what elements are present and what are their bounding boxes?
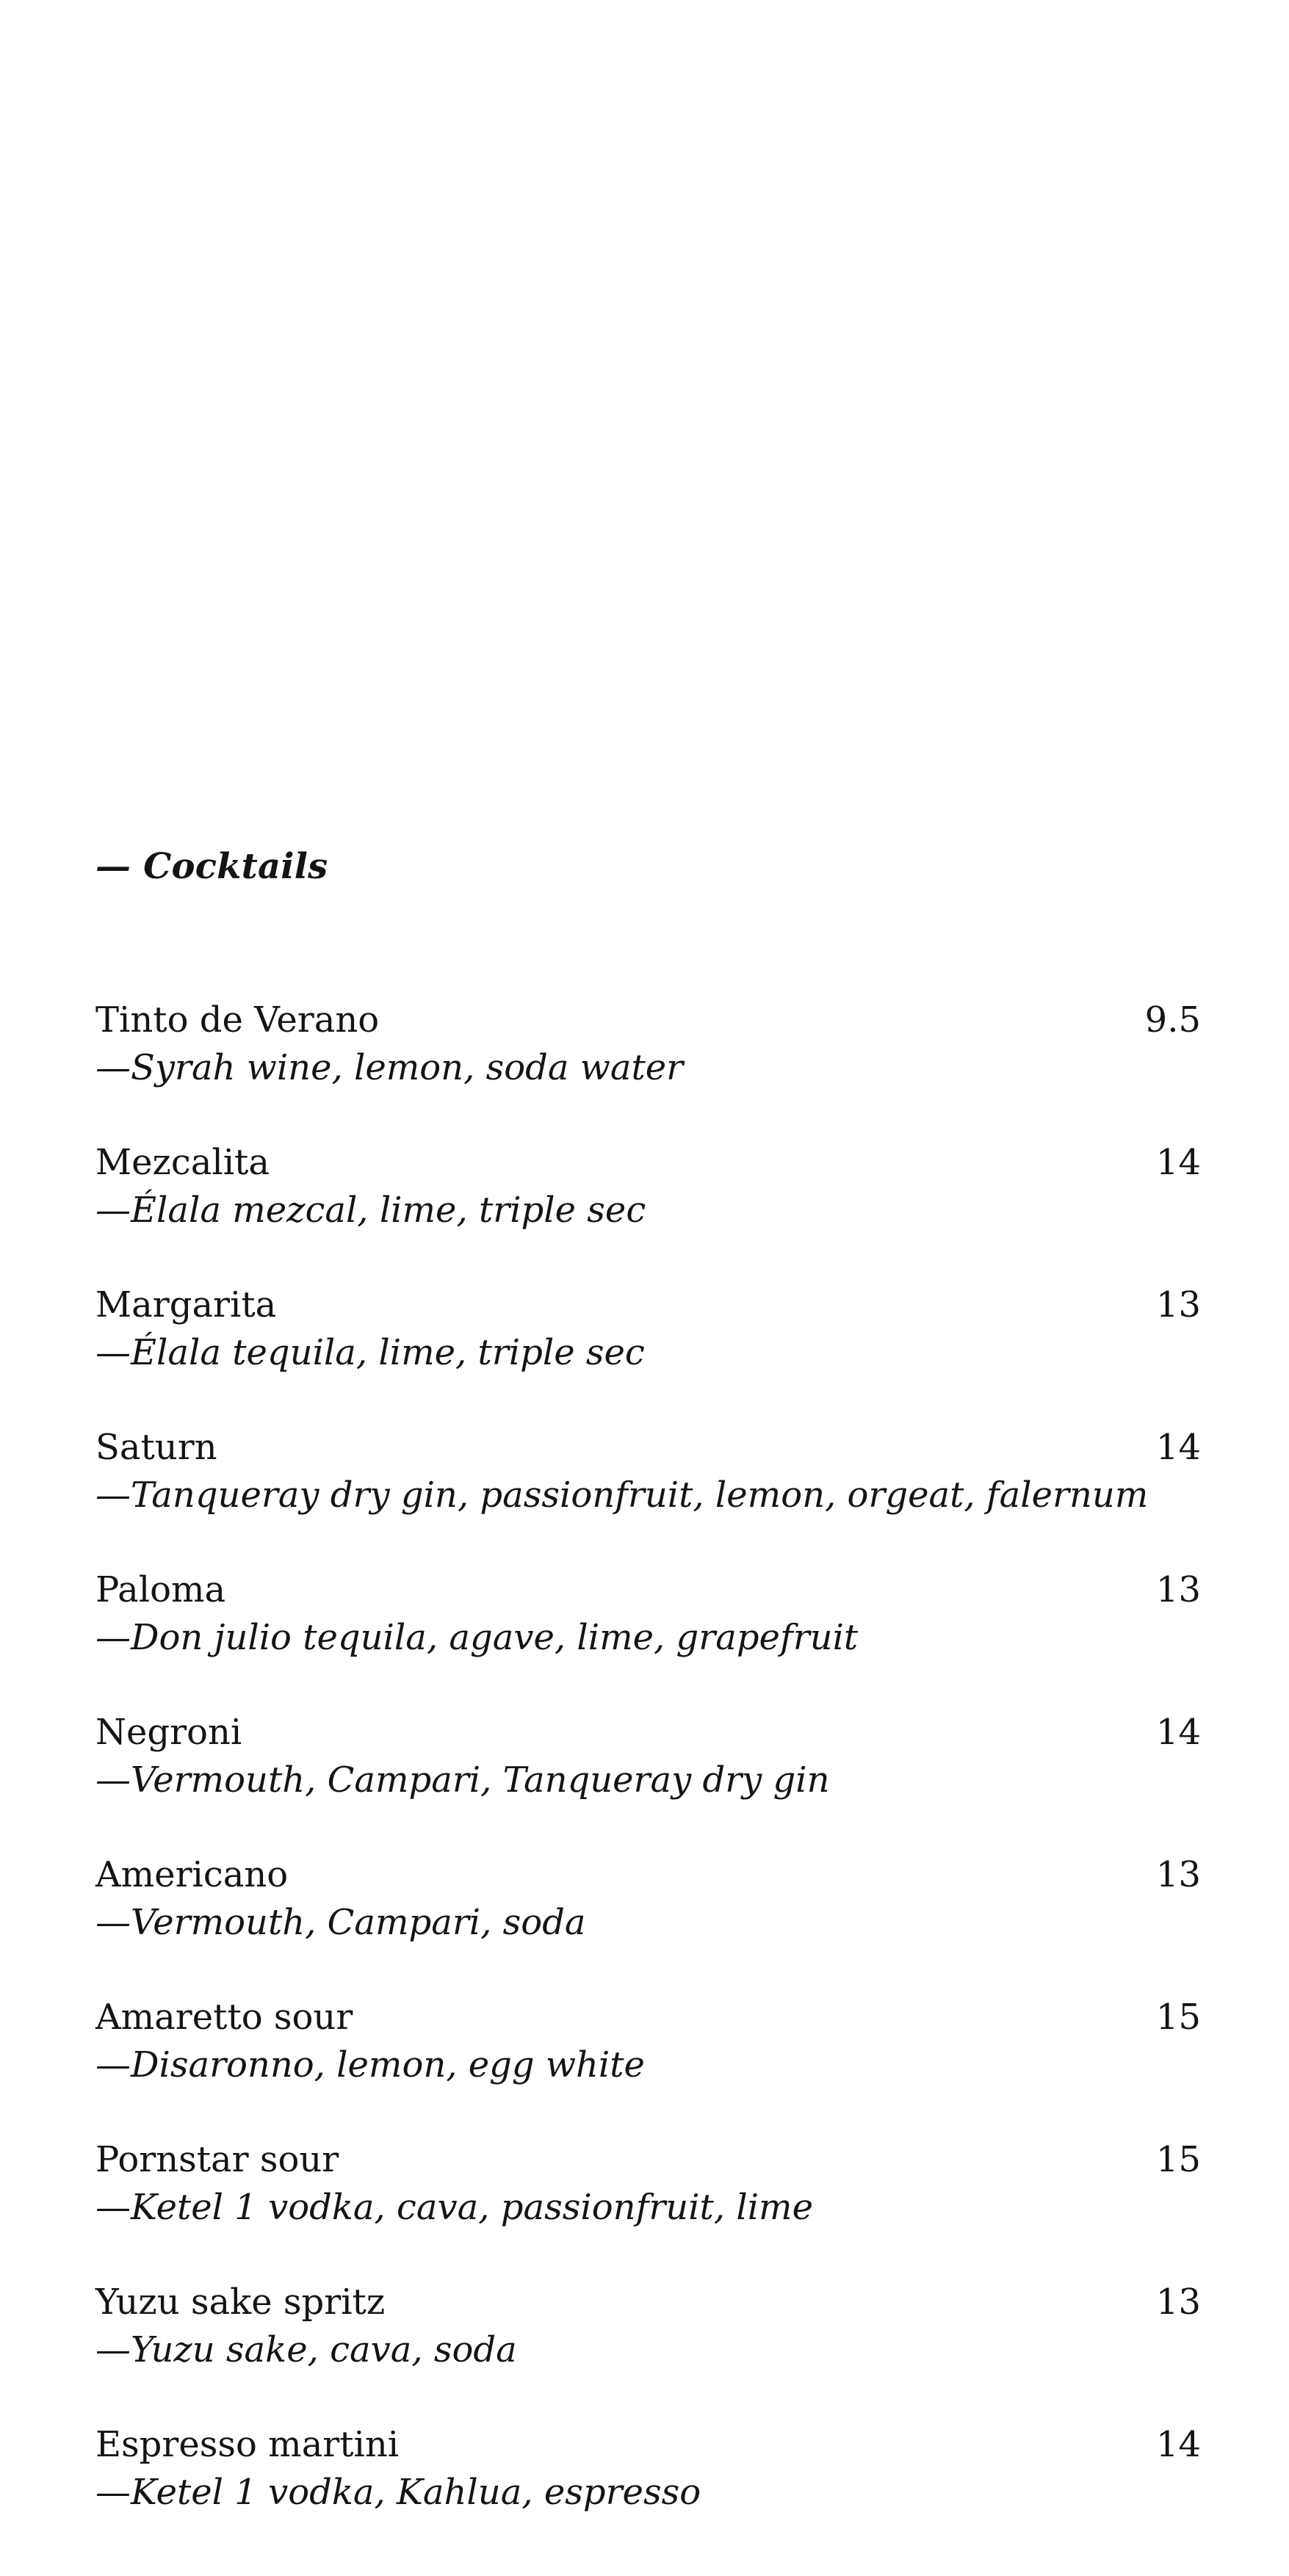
menu-item bbox=[95, 1709, 1201, 1851]
menu-item-description: —Ketel 1 vodka, Kahlua, espresso bbox=[95, 2472, 701, 2513]
menu-item-price: 13 bbox=[1155, 1569, 1201, 1610]
menu-item-price: 14 bbox=[1155, 2424, 1201, 2465]
menu-item-row bbox=[95, 1281, 1201, 1328]
menu-item-name: Tinto de Verano bbox=[95, 999, 380, 1041]
menu-item bbox=[95, 1851, 1201, 1994]
menu-item-description: —Élala mezcal, lime, triple sec bbox=[95, 1190, 646, 1231]
menu-item-name: Mezcalita bbox=[95, 1142, 270, 1183]
menu-item bbox=[95, 1566, 1201, 1709]
menu-item-price: 13 bbox=[1155, 2282, 1201, 2323]
menu-item-name: Margarita bbox=[95, 1284, 277, 1325]
cocktail-menu bbox=[95, 843, 1201, 2564]
menu-item-name: Espresso martini bbox=[95, 2424, 400, 2465]
menu-item-price: 9.5 bbox=[1144, 999, 1201, 1041]
menu-item bbox=[95, 2136, 1201, 2279]
menu-item-name: Pornstar sour bbox=[95, 2139, 339, 2180]
menu-item bbox=[95, 2421, 1201, 2564]
menu-item-name: Negroni bbox=[95, 1712, 242, 1753]
menu-item-price: 14 bbox=[1155, 1712, 1201, 1753]
menu-item-description: —Yuzu sake, cava, soda bbox=[95, 2329, 517, 2370]
menu-item-description: —Don julio tequila, agave, lime, grapefruit bbox=[95, 1617, 859, 1658]
menu-item bbox=[95, 996, 1201, 1139]
menu-item-price: 13 bbox=[1155, 1854, 1201, 1895]
menu-item bbox=[95, 1994, 1201, 2136]
menu-item-name: Americano bbox=[95, 1854, 289, 1895]
menu-item-row bbox=[95, 1139, 1201, 1186]
menu-item-row bbox=[95, 2136, 1201, 2183]
menu-item bbox=[95, 1281, 1201, 1424]
menu-item-description: —Vermouth, Campari, Tanqueray dry gin bbox=[95, 1759, 830, 1801]
menu-item-row bbox=[95, 1851, 1201, 1898]
menu-item-row bbox=[95, 2279, 1201, 2326]
menu-item-price: 15 bbox=[1155, 2139, 1201, 2180]
menu-item-row bbox=[95, 1709, 1201, 1756]
menu-item-price: 15 bbox=[1155, 1997, 1201, 2038]
menu-item-row bbox=[95, 1424, 1201, 1471]
menu-item-description: —Tanqueray dry gin, passionfruit, lemon, orgeat, falernum bbox=[95, 1475, 1149, 1516]
menu-item-description: —Vermouth, Campari, soda bbox=[95, 1902, 586, 1943]
menu-item bbox=[95, 1139, 1201, 1281]
menu-item-row bbox=[95, 1566, 1201, 1613]
menu-item bbox=[95, 2279, 1201, 2421]
menu-item-description: —Ketel 1 vodka, cava, passionfruit, lime bbox=[95, 2187, 813, 2228]
menu-item-row bbox=[95, 2421, 1201, 2468]
menu-item-name: Saturn bbox=[95, 1427, 217, 1468]
section-heading: — Cocktails bbox=[95, 846, 328, 887]
menu-item-price: 14 bbox=[1155, 1427, 1201, 1468]
menu-item bbox=[95, 1424, 1201, 1566]
menu-item-description: —Syrah wine, lemon, soda water bbox=[95, 1047, 684, 1088]
menu-item-description: —Élala tequila, lime, triple sec bbox=[95, 1332, 645, 1373]
menu-item-row bbox=[95, 1994, 1201, 2041]
menu-item-row bbox=[95, 996, 1201, 1043]
menu-item-price: 14 bbox=[1155, 1142, 1201, 1183]
menu-item-price: 13 bbox=[1155, 1284, 1201, 1325]
menu-item-description: —Disaronno, lemon, egg white bbox=[95, 2044, 645, 2085]
menu-item-name: Paloma bbox=[95, 1569, 226, 1610]
menu-item-name: Amaretto sour bbox=[95, 1997, 353, 2038]
menu-item-name: Yuzu sake spritz bbox=[95, 2282, 386, 2323]
